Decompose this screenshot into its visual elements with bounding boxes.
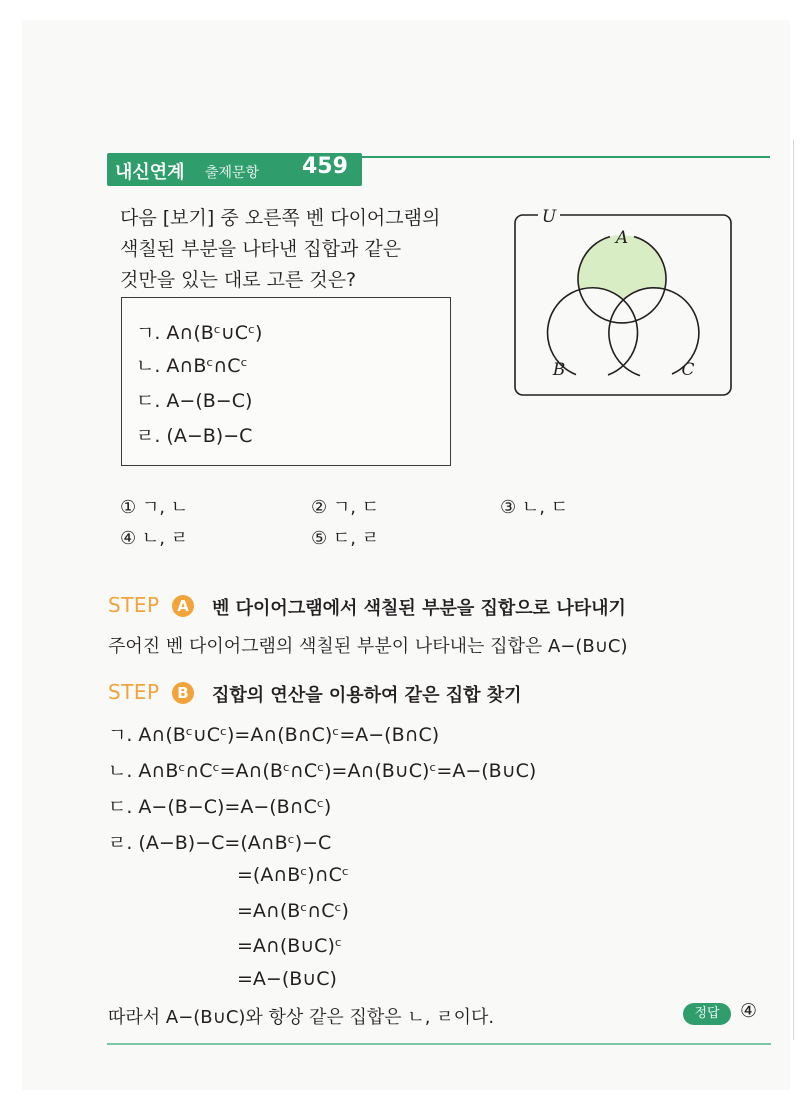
step-a-badge: A — [172, 595, 194, 617]
choice-2[interactable]: ② ㄱ, ㄷ — [311, 497, 380, 518]
page-edge-rule — [793, 140, 794, 1040]
option-4: ㄹ. (A−B)−C — [136, 425, 253, 447]
label-c: C — [681, 360, 695, 380]
tag-title: 내신연계 — [115, 162, 185, 183]
step-b-label: STEP — [108, 680, 160, 704]
question-line-1: 다음 [보기] 중 오른쪽 벤 다이어그램의 — [120, 207, 441, 229]
venn-diagram — [512, 205, 734, 397]
solution-line-6: =A∩(Bᶜ∩Cᶜ) — [237, 900, 349, 922]
choice-1[interactable]: ① ㄱ, ㄴ — [120, 497, 189, 518]
option-1: ㄱ. A∩(Bᶜ∪Cᶜ) — [136, 322, 263, 344]
step-a-title: 벤 다이어그램에서 색칠된 부분을 집합으로 나타내기 — [212, 598, 626, 619]
solution-line-3: ㄷ. A−(B−C)=A−(B∩Cᶜ) — [108, 796, 332, 818]
question-line-2: 색칠된 부분을 나타낸 집합과 같은 — [120, 238, 402, 260]
solution-line-1: ㄱ. A∩(Bᶜ∪Cᶜ)=A∩(B∩C)ᶜ=A−(B∩C) — [108, 724, 440, 746]
choice-5[interactable]: ⑤ ㄷ, ㄹ — [311, 528, 380, 549]
tag-subtitle: 출제문항 — [205, 165, 260, 181]
solution-line-4: ㄹ. (A−B)−C=(A∩Bᶜ)−C — [108, 832, 332, 854]
step-b-badge: B — [172, 682, 194, 704]
step-b-title: 집합의 연산을 이용하여 같은 집합 찾기 — [212, 685, 522, 706]
header-rule — [360, 156, 770, 158]
question-line-3: 것만을 있는 대로 고른 것은? — [120, 269, 357, 291]
label-b: B — [552, 360, 566, 380]
choice-4[interactable]: ④ ㄴ, ㄹ — [120, 528, 189, 549]
solution-line-8: =A−(B∪C) — [237, 968, 337, 990]
universe-label: U — [541, 207, 557, 227]
answer-label: 정답 — [683, 1003, 731, 1025]
problem-number: 459 — [302, 154, 348, 179]
step-a-label: STEP — [108, 593, 160, 617]
solution-line-7: =A∩(B∪C)ᶜ — [237, 935, 342, 957]
option-2: ㄴ. A∩Bᶜ∩Cᶜ — [136, 355, 248, 377]
solution-line-2: ㄴ. A∩Bᶜ∩Cᶜ=A∩(Bᶜ∩Cᶜ)=A∩(B∪C)ᶜ=A−(B∪C) — [108, 760, 537, 782]
answer-value: ④ — [740, 1000, 758, 1022]
option-3: ㄷ. A−(B−C) — [136, 390, 253, 412]
label-a: A — [615, 228, 629, 248]
conclusion: 따라서 A−(B∪C)와 항상 같은 집합은 ㄴ, ㄹ이다. — [108, 1007, 495, 1028]
choice-3[interactable]: ③ ㄴ, ㄷ — [500, 497, 569, 518]
step-a-text: 주어진 벤 다이어그램의 색칠된 부분이 나타내는 집합은 A−(B∪C) — [108, 636, 628, 657]
bottom-rule — [107, 1043, 771, 1045]
solution-line-5: =(A∩Bᶜ)∩Cᶜ — [237, 864, 349, 886]
